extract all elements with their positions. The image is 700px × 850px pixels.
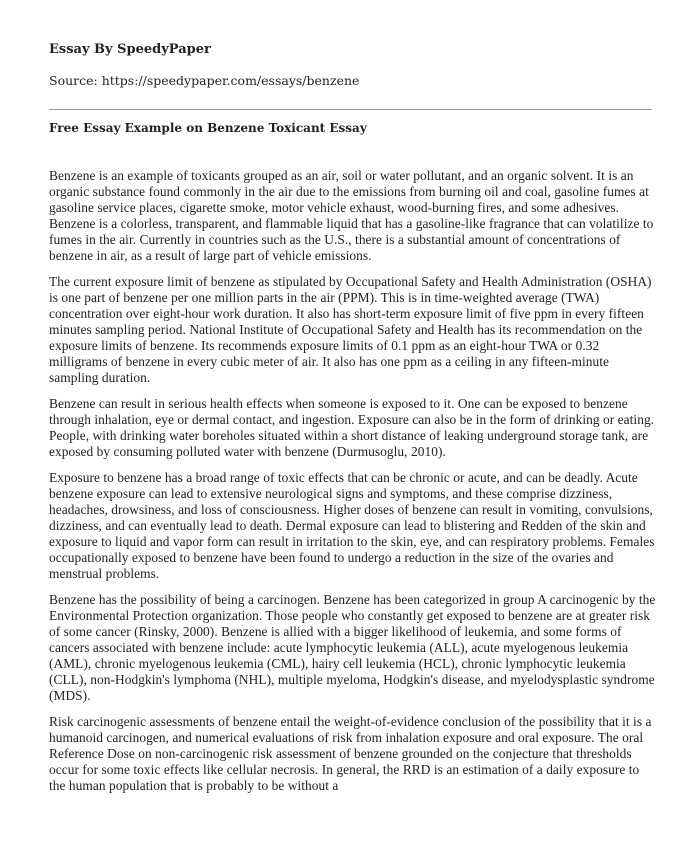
header-divider [49, 109, 652, 110]
essay-title: Free Essay Example on Benzene Toxicant Essay [49, 121, 367, 135]
essay-paragraph: The current exposure limit of benzene as stipulated by Occupational Safety and Health Administration (OSHA) is one part of benzene per one million parts in the air (PPM). This is in time-weighted average (TWA) concentration over eight-hour work duration. It also has short-term exposure limit of five ppm in every fifteen minutes sampling period. National Institute of Occupational Safety and Health has its recommendation on the exposure limits of benzene. Its recommends exposure limits of 0.1 ppm as an eight-hour TWA or 0.32 milligrams of benzene in every cubic meter of air. It also has one ppm as a ceiling in any fifteen-minute sampling duration. [49, 274, 652, 385]
essay-paragraph: Benzene has the possibility of being a carcinogen. Benzene has been categorized in group A carcinogenic by the Environmental Protection organization. Those people who constantly get exposed to benzene are at greater risk of some cancer (Rinsky, 2000). Benzene is allied with a bigger likelihood of leukemia, and some forms of cancers associated with benzene include: acute lymphocytic leukemia (ALL), acute myelogenous leukemia (AML), chronic myelogenous leukemia (CML), hairy cell leukemia (HCL), chronic lymphocytic leukemia (CLL), non-Hodgkin's lymphoma (NHL), multiple myeloma, Hodgkin's disease, and myelodysplastic syndrome (MDS). [49, 592, 656, 703]
document-header-title: Essay By SpeedyPaper [49, 42, 211, 57]
essay-paragraph: Benzene is an example of toxicants grouped as an air, soil or water pollutant, and an organic solvent. It is an organic substance found commonly in the air due to the emissions from burning oil and coal, gasoline fumes at gasoline service places, cigarette smoke, motor vehicle exhaust, wood-burning fires, and some adhesives. Benzene is a colorless, transparent, and flammable liquid that has a gasoline-like fragrance that can volatilize to fumes in the air. Currently in countries such as the U.S., there is a substantial amount of concentrations of benzene in air, as a result of large part of vehicle emissions. [49, 168, 654, 263]
essay-paragraph: Risk carcinogenic assessments of benzene entail the weight-of-evidence conclusion of the possibility that it is a humanoid carcinogen, and numerical evaluations of risk from inhalation exposure and oral exposure. The oral Reference Dose on non-carcinogenic risk assessment of benzene grounded on the conjecture that thresholds occur for some toxic effects like cellular necrosis. In general, the RRD is an estimation of a daily exposure to the human population that is probably to be without a [49, 714, 652, 793]
essay-paragraph: Benzene can result in serious health effects when someone is exposed to it. One can be exposed to benzene through inhalation, eye or dermal contact, and ingestion. Exposure can also be in the form of drinking or eating. People, with drinking water boreholes situated within a short distance of leaking underground storage tank, are exposed by consuming polluted water with benzene (Durmusoglu, 2010). [49, 396, 655, 459]
essay-paragraph: Exposure to benzene has a broad range of toxic effects that can be chronic or acute, and can be deadly. Acute benzene exposure can lead to extensive neurological signs and symptoms, and these comprise dizziness, headaches, drowsiness, and loss of consciousness. Higher doses of benzene can result in vomiting, convulsions, dizziness, and can eventually lead to death. Dermal exposure can lead to blistering and Redden of the skin and exposure to liquid and vapor form can result in irritation to the skin, eye, and can respiratory problems. Females occupationally exposed to benzene have been found to undergo a reduction in the size of the ovaries and menstrual problems. [49, 470, 655, 581]
source-link[interactable]: Source: https://speedypaper.com/essays/benzene [49, 73, 360, 88]
essay-body [49, 168, 656, 804]
